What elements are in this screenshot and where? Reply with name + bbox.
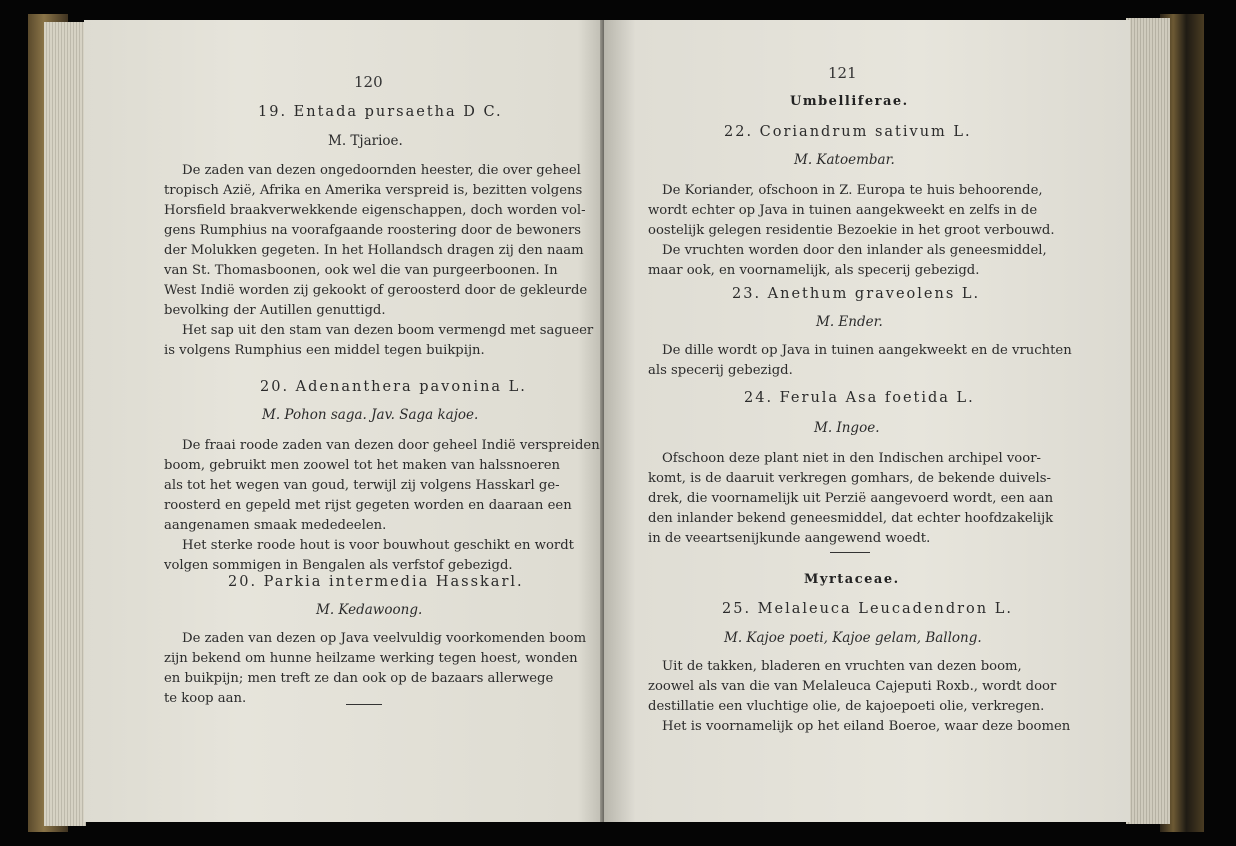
text-line: De dille wordt op Java in tuinen aangekweekt en de vruchten <box>662 343 1072 358</box>
text-line: zoowel als van die van Melaleuca Cajeputi Roxb., wordt door <box>648 679 1057 694</box>
text-line: Het sap uit den stam van dezen boom vermengd met sagueer <box>182 323 594 338</box>
malay-name: M. Kajoe poeti, Kajoe gelam, Ballong. <box>724 630 982 646</box>
text-line: oostelijk gelegen residentie Bezoekie in het groot verbouwd. <box>648 223 1055 238</box>
family-heading: Umbelliferae. <box>790 94 909 109</box>
species-heading: 20. Adenanthera pavonina L. <box>260 379 527 395</box>
text-line: der Molukken gegeten. In het Hollandsch dragen zij den naam <box>164 243 584 258</box>
text-line: Ofschoon deze plant niet in den Indischen archipel voor- <box>662 451 1041 466</box>
text-line: is volgens Rumphius een middel tegen buikpijn. <box>164 343 485 358</box>
text-line: van St. Thomasboonen, ook wel die van purgeerboonen. In <box>164 263 558 278</box>
text-line: drek, die voornamelijk uit Perzië aangevoerd wordt, een aan <box>648 491 1054 506</box>
text-line: De zaden van dezen op Java veelvuldig voorkomenden boom <box>182 631 587 646</box>
text-line: De Koriander, ofschoon in Z. Europa te huis behoorende, <box>662 183 1043 198</box>
text-line: aangenamen smaak mededeelen. <box>164 518 387 533</box>
malay-name: M. Pohon saga. Jav. Saga kajoe. <box>262 407 479 423</box>
right-page <box>604 20 1130 822</box>
page-edges-right <box>1126 18 1170 824</box>
text-line: zijn bekend om hunne heilzame werking tegen hoest, wonden <box>164 651 578 666</box>
text-line: West Indië worden zij gekookt of geroosterd door de gekleurde <box>164 283 588 298</box>
malay-name: M. Katoembar. <box>794 152 895 168</box>
malay-name: M. Ingoe. <box>814 420 880 436</box>
text-line: tropisch Azië, Afrika en Amerika verspreid is, bezitten volgens <box>164 183 583 198</box>
text-line: De fraai roode zaden van dezen door geheel Indië verspreiden <box>182 438 600 453</box>
text-line: den inlander bekend geneesmiddel, dat echter hoofdzakelijk <box>648 511 1054 526</box>
text-line: in de veeartsenijkunde aangewend woedt. <box>648 531 931 546</box>
text-line: Het is voornamelijk op het eiland Boeroe, waar deze boomen <box>662 719 1071 734</box>
text-line: wordt echter op Java in tuinen aangekweekt en zelfs in de <box>648 203 1038 218</box>
text-line: Uit de takken, bladeren en vruchten van dezen boom, <box>662 659 1022 674</box>
species-heading: 25. Melaleuca Leucadendron L. <box>722 601 1013 617</box>
malay-name: M. Tjarioe. <box>328 133 403 149</box>
species-heading: 22. Coriandrum sativum L. <box>724 124 972 140</box>
malay-name: M. Kedawoong. <box>316 602 423 618</box>
species-heading: 24. Ferula Asa foetida L. <box>744 390 975 406</box>
text-line: De zaden van dezen ongedoornden heester, die over geheel <box>182 163 581 178</box>
text-line: destillatie een vluchtige olie, de kajoepoeti olie, verkregen. <box>648 699 1045 714</box>
text-line: volgen sommigen in Bengalen als verfstof gebezigd. <box>164 558 513 573</box>
text-line: De vruchten worden door den inlander als geneesmiddel, <box>662 243 1047 258</box>
text-line: en buikpijn; men treft ze dan ook op de bazaars allerwege <box>164 671 554 686</box>
text-line: Horsfield braakverwekkende eigenschappen, doch worden vol- <box>164 203 586 218</box>
page-number: 121 <box>828 64 857 82</box>
family-heading: Myrtaceae. <box>804 572 900 587</box>
page-edges-left <box>44 22 86 826</box>
species-heading: 19. Entada pursaetha D C. <box>258 104 503 120</box>
section-divider <box>346 704 382 705</box>
text-line: bevolking der Autillen genuttigd. <box>164 303 386 318</box>
species-heading: 23. Anethum graveolens L. <box>732 286 981 302</box>
text-line: roosterd en gepeld met rijst gegeten worden en daaraan een <box>164 498 572 513</box>
text-line: maar ook, en voornamelijk, als specerij gebezigd. <box>648 263 980 278</box>
text-line: komt, is de daaruit verkregen gomhars, de bekende duivels- <box>648 471 1051 486</box>
section-divider <box>830 552 870 553</box>
page-number: 120 <box>354 73 383 91</box>
text-line: te koop aan. <box>164 691 247 706</box>
text-line: boom, gebruikt men zoowel tot het maken van halssnoeren <box>164 458 561 473</box>
malay-name: M. Ender. <box>816 314 883 330</box>
text-line: als tot het wegen van goud, terwijl zij volgens Hasskarl ge- <box>164 478 560 493</box>
left-page <box>84 20 604 822</box>
text-line: als specerij gebezigd. <box>648 363 793 378</box>
text-line: Het sterke roode hout is voor bouwhout geschikt en wordt <box>182 538 574 553</box>
text-line: gens Rumphius na voorafgaande roostering door de bewoners <box>164 223 582 238</box>
species-heading: 20. Parkia intermedia Hasskarl. <box>228 574 524 590</box>
